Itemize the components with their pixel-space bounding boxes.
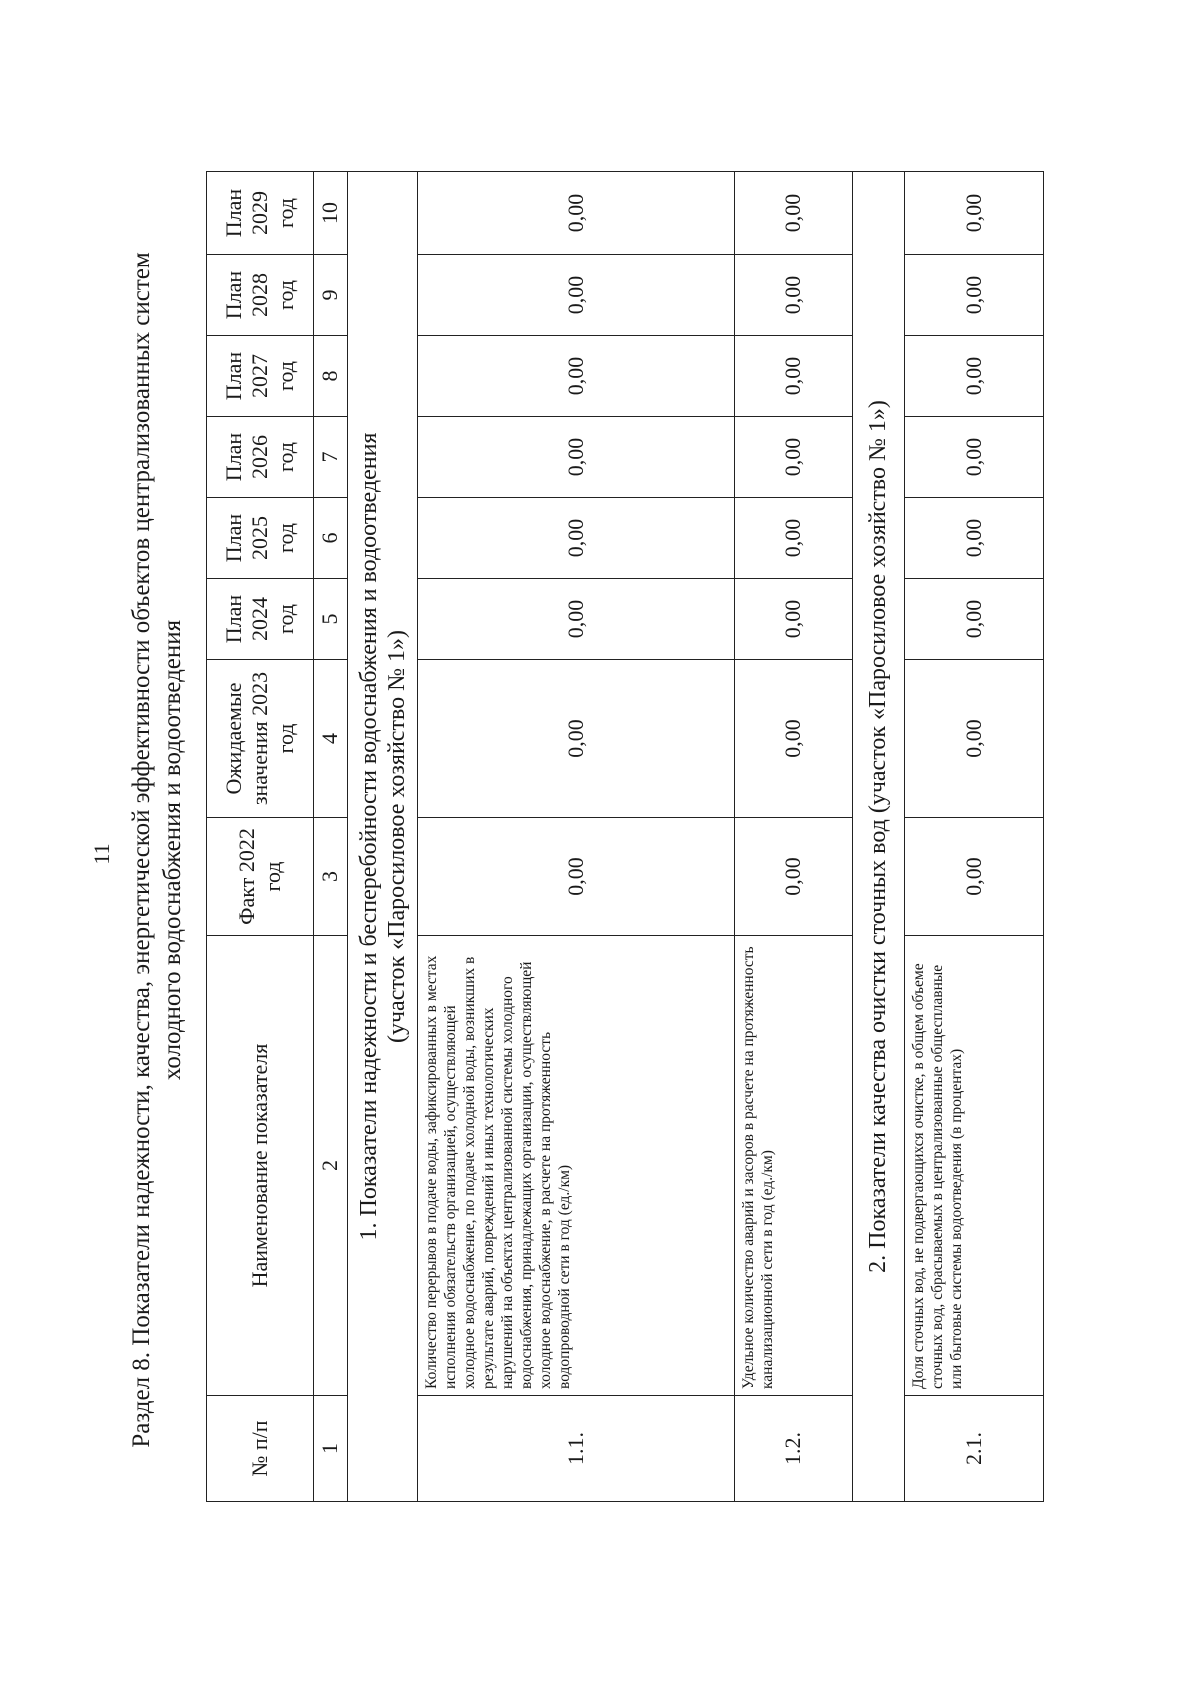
column-number: 5 <box>313 579 348 660</box>
header-plan-2026: План 2026 год <box>207 417 314 498</box>
section-title <box>126 78 188 1622</box>
value-cell: 0,00 <box>417 660 734 818</box>
section-1-title <box>348 172 418 1502</box>
header-plan-2025: План 2025 год <box>207 498 314 579</box>
value-cell: 0,00 <box>735 336 852 417</box>
table-row <box>904 172 1043 1502</box>
column-number: 1 <box>313 1396 348 1502</box>
header-fact-2022: Факт 2022 год <box>207 818 314 936</box>
value-cell: 0,00 <box>735 660 852 818</box>
section-1-header-row <box>348 172 418 1502</box>
column-number: 10 <box>313 172 348 255</box>
rotated-page-content <box>126 78 1146 1622</box>
section-title-line-1: Раздел 8. Показатели надежности, качества, энергетической эффективности объектов централизованных систем <box>128 252 155 1448</box>
indicator-name: Доля сточных вод, не подвергающихся очистке, в общем объеме сточных вод, сбрасываемых в централизованные общесплавные или бытовые системы водоотведения (в процентах) <box>904 936 1043 1396</box>
header-row <box>207 172 314 1502</box>
row-number: 1.2. <box>735 1396 852 1502</box>
section-1-title-line-1: 1. Показатели надежности и бесперебойности водоснабжения и водоотведения <box>355 432 382 1241</box>
header-plan-2029: План 2029 год <box>207 172 314 255</box>
row-number: 2.1. <box>904 1396 1043 1502</box>
value-cell: 0,00 <box>417 336 734 417</box>
section-1-title-line-2: (участок «Паросиловое хозяйство № 1») <box>383 630 410 1044</box>
value-cell: 0,00 <box>735 818 852 936</box>
value-cell: 0,00 <box>735 172 852 255</box>
indicator-name: Количество перерывов в подаче воды, зафиксированных в местах исполнения обязательств организацией, осуществляющей холодное водоснабжение, по подаче холодной воды, возникших в результате аварий, повреждений и иных технологических нарушений на объектах централизованной системы холодного водоснабжения, принадлежащих организации, осуществляющей холодное водоснабжение, в расчете на протяженность водопроводной сети в год (ед./км) <box>417 936 734 1396</box>
value-cell: 0,00 <box>417 417 734 498</box>
column-number: 4 <box>313 660 348 818</box>
header-expected-2023: Ожидаемые значения 2023 год <box>207 660 314 818</box>
table-row <box>735 172 852 1502</box>
header-plan-2028: План 2028 год <box>207 255 314 336</box>
column-number: 2 <box>313 936 348 1396</box>
header-name: Наименование показателя <box>207 936 314 1396</box>
indicator-name: Удельное количество аварий и засоров в расчете на протяженность канализационной сети в год (ед./км) <box>735 936 852 1396</box>
row-number: 1.1. <box>417 1396 734 1502</box>
value-cell: 0,00 <box>904 255 1043 336</box>
page-number: 11 <box>89 843 114 865</box>
value-cell: 0,00 <box>417 818 734 936</box>
section-2-title: 2. Показатели качества очистки сточных вод (участок «Паросиловое хозяйство № 1») <box>852 172 904 1502</box>
value-cell: 0,00 <box>904 336 1043 417</box>
value-cell: 0,00 <box>904 579 1043 660</box>
table-row <box>417 172 734 1502</box>
value-cell: 0,00 <box>735 255 852 336</box>
value-cell: 0,00 <box>735 579 852 660</box>
value-cell: 0,00 <box>904 818 1043 936</box>
value-cell: 0,00 <box>735 417 852 498</box>
section-title-line-2: холодного водоснабжения и водоотведения <box>159 619 186 1081</box>
column-number: 7 <box>313 417 348 498</box>
value-cell: 0,00 <box>904 417 1043 498</box>
value-cell: 0,00 <box>417 498 734 579</box>
value-cell: 0,00 <box>904 498 1043 579</box>
column-number-row <box>313 172 348 1502</box>
value-cell: 0,00 <box>417 172 734 255</box>
value-cell: 0,00 <box>417 255 734 336</box>
column-number: 3 <box>313 818 348 936</box>
indicators-table <box>206 171 1044 1502</box>
column-number: 6 <box>313 498 348 579</box>
value-cell: 0,00 <box>417 579 734 660</box>
header-num: № п/п <box>207 1396 314 1502</box>
value-cell: 0,00 <box>735 498 852 579</box>
header-plan-2024: План 2024 год <box>207 579 314 660</box>
column-number: 9 <box>313 255 348 336</box>
value-cell: 0,00 <box>904 660 1043 818</box>
column-number: 8 <box>313 336 348 417</box>
section-2-header-row <box>852 172 904 1502</box>
value-cell: 0,00 <box>904 172 1043 255</box>
header-plan-2027: План 2027 год <box>207 336 314 417</box>
